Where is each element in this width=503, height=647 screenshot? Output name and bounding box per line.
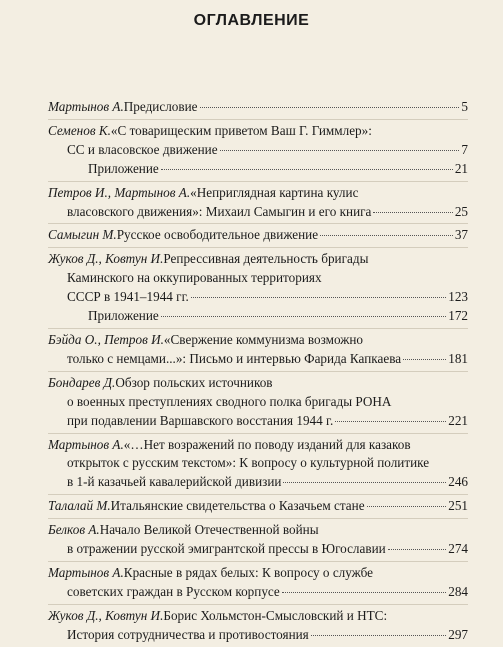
toc-title: о военных преступлениях сводного полка бригады РОНА [67,393,392,409]
toc-entry[interactable] [48,119,468,181]
page-number: 37 [454,227,468,243]
toc-line [48,374,468,393]
dot-leader [403,359,446,360]
toc-line [48,412,468,431]
toc-line [48,540,468,559]
toc-line [48,564,468,583]
toc-title: «Свержение коммунизма возможно [163,331,363,347]
toc-line [48,122,468,141]
toc-title: СССР в 1941–1944 гг. [67,289,189,305]
toc-author: Мартынов А. [48,99,124,114]
toc-line [48,141,468,160]
page-number: 246 [448,474,468,490]
dot-leader [283,482,446,483]
dot-leader [311,635,446,636]
toc-line [48,331,468,350]
toc-entry[interactable] [48,181,468,224]
toc-author: Мартынов А. [48,564,124,580]
toc-line [48,473,468,492]
toc-entry[interactable] [48,494,468,518]
dot-leader [161,169,453,170]
dot-leader [220,150,460,151]
toc-line [48,226,468,245]
dot-leader [282,592,446,593]
toc-title: Предисловие [123,99,198,114]
toc-line [48,521,468,540]
toc-entry[interactable] [48,371,468,433]
toc-title: СС и власовское движение [67,141,218,157]
page-number: 25 [454,203,468,219]
page-number: 221 [448,412,468,428]
toc-line [48,454,468,473]
toc-author: Самыгин М. [48,227,117,243]
toc-author: Жуков Д., Ковтун И. [48,251,164,267]
toc-line [48,607,468,626]
toc-line [48,98,468,117]
dot-leader [373,212,452,213]
toc-entry[interactable] [48,518,468,561]
dot-leader [367,506,447,507]
toc-title: только с немцами...»: Письмо и интервью Фарида Капкаева [67,350,402,366]
toc-line [48,269,468,288]
page-title: ОГЛАВЛЕНИЕ [193,12,310,29]
toc-line [48,203,468,222]
dot-leader [388,549,447,550]
toc-line [48,497,468,516]
toc-title: Репрессивная деятельность бригады [163,251,369,267]
toc-entry[interactable] [48,247,468,328]
page-number: 123 [448,289,468,305]
toc-author: Петров И., Мартынов А. [48,184,191,200]
toc-line [48,350,468,369]
toc-line [48,184,468,203]
toc-line [48,250,468,269]
dot-leader [161,316,446,317]
page-number: 297 [448,626,468,642]
toc-author: Бондарев Д. [48,374,116,390]
toc-title: советских граждан в Русском корпусе [67,583,280,599]
toc-title: Каминского на оккупированных территориях [67,270,322,286]
toc-title: Итальянские свидетельства о Казачьем стане [110,498,365,514]
toc-line [48,393,468,412]
page-number: 181 [448,350,468,366]
toc-entry[interactable] [48,328,468,371]
dot-leader [335,421,446,422]
toc-line [48,307,468,326]
toc-title: власовского движения»: Михаил Самыгин и его книга [67,203,372,219]
toc-entry[interactable] [48,561,468,604]
toc-title: Красные в рядах белых: К вопросу о службе [123,564,374,580]
toc-line [48,288,468,307]
toc-entry[interactable] [48,223,468,247]
toc-title: Русское освободительное движение [116,227,319,243]
dot-leader [191,297,446,298]
toc-title: Обзор польских источников [115,374,273,390]
toc-author: Мартынов А. [48,436,124,452]
toc-author: Белков А. [48,522,100,538]
toc-author: Жуков Д., Ковтун И. [48,607,164,623]
toc-line [48,626,468,645]
toc-line [48,583,468,602]
toc-author: Семенов К. [48,122,111,138]
page-number: 274 [448,541,468,557]
toc-title: в отражении русской эмигрантской прессы в Югославии [67,541,386,557]
toc-entry[interactable] [48,96,468,119]
page-number: 7 [461,141,468,157]
toc-title: Борис Хольмстон-Смысловский и НТС: [163,607,388,623]
toc-title: при подавлении Варшавского восстания 1944 г. [67,412,334,428]
toc-line [48,436,468,455]
toc-author: Талалай М. [48,498,111,514]
toc-entry[interactable] [48,604,468,647]
toc-title: История сотрудничества и противостояния [67,626,309,642]
toc-title: Начало Великой Отечественной войны [99,522,319,538]
toc-entry[interactable] [48,433,468,495]
toc-title: открыток с русским текстом»: К вопросу о культурной политике [67,455,430,471]
toc-author: Бэйда О., Петров И. [48,331,164,347]
toc-title: «С товарищеским приветом Ваш Г. Гиммлер»: [110,122,372,138]
toc-title: Приложение [88,160,159,176]
toc-line [48,160,468,179]
page-number: 5 [461,99,468,114]
toc-title: «…Нет возражений по поводу изданий для казаков [123,436,411,452]
dot-leader [320,235,453,236]
toc-title: в 1-й казачьей кавалерийской дивизии [67,474,282,490]
toc-title: Приложение [88,308,159,324]
page-number: 21 [454,160,468,176]
toc-title: «Неприглядная картина кулис [190,184,359,200]
page-number: 172 [448,308,468,324]
page-number: 284 [448,583,468,599]
toc-list [48,96,468,647]
page-number: 251 [448,498,468,514]
dot-leader [200,107,460,108]
